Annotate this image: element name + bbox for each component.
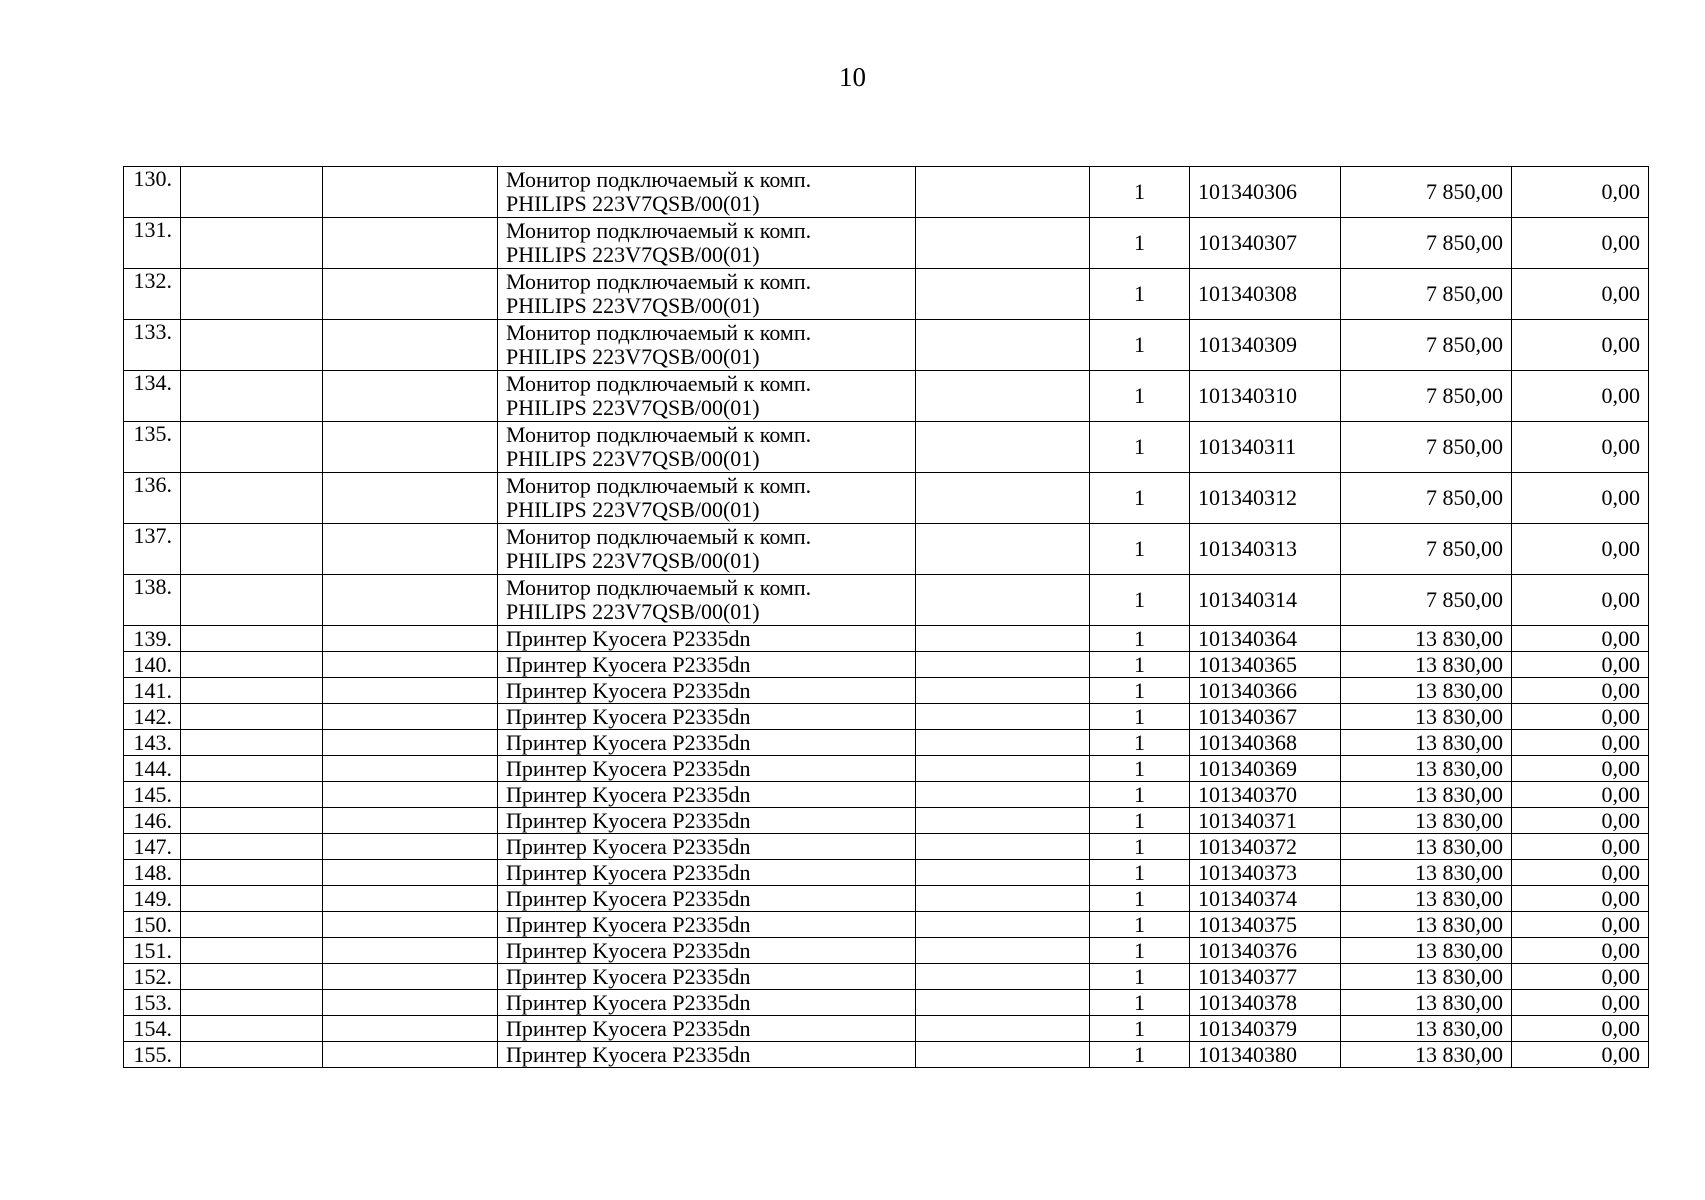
empty-cell xyxy=(916,730,1090,756)
table-body xyxy=(124,167,1649,1068)
empty-cell xyxy=(916,860,1090,886)
inventory-number-cell: 101340373 xyxy=(1190,860,1341,886)
empty-cell xyxy=(323,704,498,730)
item-name-line1: Принтер Kyocera P2335dn xyxy=(506,886,751,911)
row-number-cell: 134. xyxy=(124,371,181,422)
empty-cell xyxy=(323,912,498,938)
empty-cell xyxy=(323,473,498,524)
empty-cell xyxy=(181,473,323,524)
residual-value-cell: 0,00 xyxy=(1512,860,1649,886)
row-number-cell: 147. xyxy=(124,834,181,860)
residual-value-cell: 0,00 xyxy=(1512,782,1649,808)
item-name-line1: Принтер Kyocera P2335dn xyxy=(506,626,751,651)
price-cell: 13 830,00 xyxy=(1341,886,1512,912)
table-row xyxy=(124,626,1649,652)
residual-value-cell: 0,00 xyxy=(1512,626,1649,652)
empty-cell xyxy=(181,652,323,678)
table-row xyxy=(124,652,1649,678)
empty-cell xyxy=(323,269,498,320)
row-number-cell: 152. xyxy=(124,964,181,990)
empty-cell xyxy=(323,730,498,756)
empty-cell xyxy=(181,218,323,269)
price-cell: 13 830,00 xyxy=(1341,912,1512,938)
item-name-cell xyxy=(498,782,916,808)
residual-value-cell: 0,00 xyxy=(1512,422,1649,473)
empty-cell xyxy=(181,575,323,626)
quantity-cell: 1 xyxy=(1090,320,1190,371)
table-row xyxy=(124,575,1649,626)
residual-value-cell: 0,00 xyxy=(1512,704,1649,730)
price-cell: 7 850,00 xyxy=(1341,167,1512,218)
empty-cell xyxy=(323,167,498,218)
item-name-line1: Принтер Kyocera P2335dn xyxy=(506,938,751,963)
quantity-cell: 1 xyxy=(1090,990,1190,1016)
row-number-cell: 130. xyxy=(124,167,181,218)
item-name-line2: PHILIPS 223V7QSB/00(01) xyxy=(506,395,760,420)
item-name-cell xyxy=(498,1042,916,1068)
residual-value-cell: 0,00 xyxy=(1512,473,1649,524)
empty-cell xyxy=(916,886,1090,912)
inventory-number-cell: 101340312 xyxy=(1190,473,1341,524)
price-cell: 13 830,00 xyxy=(1341,860,1512,886)
item-name-line2: PHILIPS 223V7QSB/00(01) xyxy=(506,344,760,369)
empty-cell xyxy=(916,938,1090,964)
price-cell: 7 850,00 xyxy=(1341,218,1512,269)
residual-value-cell: 0,00 xyxy=(1512,912,1649,938)
empty-cell xyxy=(181,1016,323,1042)
row-number-cell: 140. xyxy=(124,652,181,678)
item-name-line1: Принтер Kyocera P2335dn xyxy=(506,782,751,807)
price-cell: 13 830,00 xyxy=(1341,834,1512,860)
empty-cell xyxy=(181,626,323,652)
price-cell: 13 830,00 xyxy=(1341,756,1512,782)
table-row xyxy=(124,990,1649,1016)
table-row xyxy=(124,964,1649,990)
residual-value-cell: 0,00 xyxy=(1512,886,1649,912)
item-name-cell xyxy=(498,704,916,730)
row-number-cell: 148. xyxy=(124,860,181,886)
quantity-cell: 1 xyxy=(1090,473,1190,524)
residual-value-cell: 0,00 xyxy=(1512,808,1649,834)
empty-cell xyxy=(916,756,1090,782)
residual-value-cell: 0,00 xyxy=(1512,218,1649,269)
empty-cell xyxy=(323,1042,498,1068)
quantity-cell: 1 xyxy=(1090,964,1190,990)
empty-cell xyxy=(181,1042,323,1068)
residual-value-cell: 0,00 xyxy=(1512,652,1649,678)
inventory-number-cell: 101340309 xyxy=(1190,320,1341,371)
empty-cell xyxy=(916,678,1090,704)
empty-cell xyxy=(916,167,1090,218)
empty-cell xyxy=(181,912,323,938)
inventory-number-cell: 101340372 xyxy=(1190,834,1341,860)
price-cell: 13 830,00 xyxy=(1341,626,1512,652)
item-name-line1: Принтер Kyocera P2335dn xyxy=(506,730,751,755)
item-name-line1: Монитор подключаемый к комп. xyxy=(506,575,812,600)
quantity-cell: 1 xyxy=(1090,938,1190,964)
item-name-line1: Принтер Kyocera P2335dn xyxy=(506,652,751,677)
residual-value-cell: 0,00 xyxy=(1512,990,1649,1016)
row-number-cell: 143. xyxy=(124,730,181,756)
row-number-cell: 136. xyxy=(124,473,181,524)
row-number-cell: 149. xyxy=(124,886,181,912)
quantity-cell: 1 xyxy=(1090,704,1190,730)
price-cell: 13 830,00 xyxy=(1341,704,1512,730)
item-name-line2: PHILIPS 223V7QSB/00(01) xyxy=(506,497,760,522)
item-name-line1: Монитор подключаемый к комп. xyxy=(506,422,812,447)
empty-cell xyxy=(916,782,1090,808)
page-number: 10 xyxy=(839,62,866,92)
table-row xyxy=(124,269,1649,320)
row-number-cell: 138. xyxy=(124,575,181,626)
table-row xyxy=(124,886,1649,912)
quantity-cell: 1 xyxy=(1090,808,1190,834)
item-name-cell xyxy=(498,269,916,320)
item-name-line2: PHILIPS 223V7QSB/00(01) xyxy=(506,548,760,573)
price-cell: 13 830,00 xyxy=(1341,1016,1512,1042)
inventory-number-cell: 101340313 xyxy=(1190,524,1341,575)
quantity-cell: 1 xyxy=(1090,371,1190,422)
inventory-number-cell: 101340369 xyxy=(1190,756,1341,782)
residual-value-cell: 0,00 xyxy=(1512,1042,1649,1068)
price-cell: 7 850,00 xyxy=(1341,371,1512,422)
empty-cell xyxy=(323,524,498,575)
quantity-cell: 1 xyxy=(1090,756,1190,782)
row-number-cell: 133. xyxy=(124,320,181,371)
price-cell: 13 830,00 xyxy=(1341,1042,1512,1068)
inventory-table xyxy=(123,166,1649,1068)
empty-cell xyxy=(916,575,1090,626)
empty-cell xyxy=(916,218,1090,269)
empty-cell xyxy=(916,269,1090,320)
inventory-number-cell: 101340368 xyxy=(1190,730,1341,756)
empty-cell xyxy=(323,860,498,886)
empty-cell xyxy=(916,652,1090,678)
item-name-cell xyxy=(498,964,916,990)
row-number-cell: 132. xyxy=(124,269,181,320)
inventory-number-cell: 101340377 xyxy=(1190,964,1341,990)
empty-cell xyxy=(323,218,498,269)
price-cell: 13 830,00 xyxy=(1341,782,1512,808)
quantity-cell: 1 xyxy=(1090,524,1190,575)
table-row xyxy=(124,808,1649,834)
quantity-cell: 1 xyxy=(1090,730,1190,756)
table-row xyxy=(124,834,1649,860)
item-name-line1: Принтер Kyocera P2335dn xyxy=(506,834,751,859)
table-row xyxy=(124,860,1649,886)
inventory-number-cell: 101340314 xyxy=(1190,575,1341,626)
residual-value-cell: 0,00 xyxy=(1512,371,1649,422)
item-name-cell xyxy=(498,990,916,1016)
quantity-cell: 1 xyxy=(1090,1042,1190,1068)
item-name-line2: PHILIPS 223V7QSB/00(01) xyxy=(506,599,760,624)
item-name-line1: Принтер Kyocera P2335dn xyxy=(506,860,751,885)
item-name-line1: Монитор подключаемый к комп. xyxy=(506,320,812,345)
row-number-cell: 151. xyxy=(124,938,181,964)
item-name-cell xyxy=(498,652,916,678)
empty-cell xyxy=(323,756,498,782)
item-name-cell xyxy=(498,756,916,782)
empty-cell xyxy=(323,422,498,473)
inventory-number-cell: 101340367 xyxy=(1190,704,1341,730)
item-name-cell xyxy=(498,320,916,371)
price-cell: 13 830,00 xyxy=(1341,730,1512,756)
item-name-cell xyxy=(498,371,916,422)
price-cell: 7 850,00 xyxy=(1341,320,1512,371)
item-name-line2: PHILIPS 223V7QSB/00(01) xyxy=(506,293,760,318)
empty-cell xyxy=(916,1016,1090,1042)
item-name-cell xyxy=(498,730,916,756)
empty-cell xyxy=(916,912,1090,938)
empty-cell xyxy=(323,371,498,422)
table-row xyxy=(124,704,1649,730)
row-number-cell: 154. xyxy=(124,1016,181,1042)
empty-cell xyxy=(181,730,323,756)
residual-value-cell: 0,00 xyxy=(1512,756,1649,782)
inventory-number-cell: 101340308 xyxy=(1190,269,1341,320)
item-name-line2: PHILIPS 223V7QSB/00(01) xyxy=(506,191,760,216)
empty-cell xyxy=(181,524,323,575)
empty-cell xyxy=(181,269,323,320)
empty-cell xyxy=(916,626,1090,652)
residual-value-cell: 0,00 xyxy=(1512,938,1649,964)
row-number-cell: 137. xyxy=(124,524,181,575)
inventory-number-cell: 101340307 xyxy=(1190,218,1341,269)
item-name-cell xyxy=(498,678,916,704)
empty-cell xyxy=(323,320,498,371)
price-cell: 7 850,00 xyxy=(1341,575,1512,626)
empty-cell xyxy=(323,990,498,1016)
quantity-cell: 1 xyxy=(1090,678,1190,704)
empty-cell xyxy=(181,938,323,964)
quantity-cell: 1 xyxy=(1090,1016,1190,1042)
price-cell: 7 850,00 xyxy=(1341,524,1512,575)
empty-cell xyxy=(916,524,1090,575)
empty-cell xyxy=(181,860,323,886)
empty-cell xyxy=(323,626,498,652)
price-cell: 13 830,00 xyxy=(1341,808,1512,834)
inventory-number-cell: 101340374 xyxy=(1190,886,1341,912)
empty-cell xyxy=(916,834,1090,860)
item-name-cell xyxy=(498,938,916,964)
table-row xyxy=(124,167,1649,218)
item-name-line1: Принтер Kyocera P2335dn xyxy=(506,704,751,729)
empty-cell xyxy=(181,167,323,218)
residual-value-cell: 0,00 xyxy=(1512,678,1649,704)
residual-value-cell: 0,00 xyxy=(1512,730,1649,756)
empty-cell xyxy=(181,756,323,782)
item-name-cell xyxy=(498,524,916,575)
item-name-cell xyxy=(498,886,916,912)
row-number-cell: 155. xyxy=(124,1042,181,1068)
empty-cell xyxy=(181,990,323,1016)
empty-cell xyxy=(916,371,1090,422)
table-row xyxy=(124,938,1649,964)
item-name-line1: Принтер Kyocera P2335dn xyxy=(506,964,751,989)
quantity-cell: 1 xyxy=(1090,834,1190,860)
table-row xyxy=(124,422,1649,473)
empty-cell xyxy=(323,782,498,808)
empty-cell xyxy=(181,422,323,473)
inventory-number-cell: 101340379 xyxy=(1190,1016,1341,1042)
inventory-number-cell: 101340376 xyxy=(1190,938,1341,964)
price-cell: 7 850,00 xyxy=(1341,473,1512,524)
empty-cell xyxy=(323,678,498,704)
quantity-cell: 1 xyxy=(1090,269,1190,320)
table-row xyxy=(124,756,1649,782)
item-name-line1: Принтер Kyocera P2335dn xyxy=(506,990,751,1015)
table-row xyxy=(124,371,1649,422)
inventory-number-cell: 101340380 xyxy=(1190,1042,1341,1068)
item-name-line1: Принтер Kyocera P2335dn xyxy=(506,808,751,833)
empty-cell xyxy=(916,808,1090,834)
item-name-line1: Монитор подключаемый к комп. xyxy=(506,269,812,294)
table-row xyxy=(124,782,1649,808)
item-name-cell xyxy=(498,626,916,652)
residual-value-cell: 0,00 xyxy=(1512,834,1649,860)
item-name-line1: Монитор подключаемый к комп. xyxy=(506,371,812,396)
empty-cell xyxy=(181,320,323,371)
empty-cell xyxy=(181,704,323,730)
empty-cell xyxy=(323,938,498,964)
item-name-line2: PHILIPS 223V7QSB/00(01) xyxy=(506,446,760,471)
quantity-cell: 1 xyxy=(1090,886,1190,912)
inventory-number-cell: 101340371 xyxy=(1190,808,1341,834)
empty-cell xyxy=(181,371,323,422)
item-name-line1: Монитор подключаемый к комп. xyxy=(506,167,812,192)
price-cell: 13 830,00 xyxy=(1341,938,1512,964)
quantity-cell: 1 xyxy=(1090,422,1190,473)
row-number-cell: 145. xyxy=(124,782,181,808)
row-number-cell: 131. xyxy=(124,218,181,269)
inventory-number-cell: 101340310 xyxy=(1190,371,1341,422)
item-name-line1: Принтер Kyocera P2335dn xyxy=(506,1042,751,1067)
quantity-cell: 1 xyxy=(1090,912,1190,938)
item-name-line1: Монитор подключаемый к комп. xyxy=(506,473,812,498)
inventory-number-cell: 101340306 xyxy=(1190,167,1341,218)
empty-cell xyxy=(916,990,1090,1016)
inventory-number-cell: 101340378 xyxy=(1190,990,1341,1016)
quantity-cell: 1 xyxy=(1090,218,1190,269)
empty-cell xyxy=(181,834,323,860)
item-name-cell xyxy=(498,218,916,269)
empty-cell xyxy=(181,808,323,834)
empty-cell xyxy=(181,886,323,912)
item-name-line1: Принтер Kyocera P2335dn xyxy=(506,756,751,781)
item-name-cell xyxy=(498,473,916,524)
empty-cell xyxy=(323,834,498,860)
item-name-cell xyxy=(498,912,916,938)
inventory-number-cell: 101340364 xyxy=(1190,626,1341,652)
empty-cell xyxy=(323,964,498,990)
item-name-cell xyxy=(498,575,916,626)
empty-cell xyxy=(916,1042,1090,1068)
price-cell: 7 850,00 xyxy=(1341,269,1512,320)
empty-cell xyxy=(323,652,498,678)
table-row xyxy=(124,524,1649,575)
residual-value-cell: 0,00 xyxy=(1512,1016,1649,1042)
table-row xyxy=(124,1042,1649,1068)
empty-cell xyxy=(323,575,498,626)
residual-value-cell: 0,00 xyxy=(1512,575,1649,626)
item-name-cell xyxy=(498,834,916,860)
residual-value-cell: 0,00 xyxy=(1512,524,1649,575)
residual-value-cell: 0,00 xyxy=(1512,167,1649,218)
price-cell: 13 830,00 xyxy=(1341,678,1512,704)
empty-cell xyxy=(323,1016,498,1042)
row-number-cell: 142. xyxy=(124,704,181,730)
inventory-number-cell: 101340370 xyxy=(1190,782,1341,808)
empty-cell xyxy=(916,964,1090,990)
empty-cell xyxy=(916,704,1090,730)
row-number-cell: 153. xyxy=(124,990,181,1016)
item-name-line1: Принтер Kyocera P2335dn xyxy=(506,912,751,937)
empty-cell xyxy=(181,782,323,808)
quantity-cell: 1 xyxy=(1090,860,1190,886)
table-row xyxy=(124,730,1649,756)
quantity-cell: 1 xyxy=(1090,782,1190,808)
row-number-cell: 150. xyxy=(124,912,181,938)
empty-cell xyxy=(916,320,1090,371)
empty-cell xyxy=(181,964,323,990)
inventory-number-cell: 101340375 xyxy=(1190,912,1341,938)
item-name-cell xyxy=(498,860,916,886)
item-name-line1: Принтер Kyocera P2335dn xyxy=(506,678,751,703)
inventory-number-cell: 101340311 xyxy=(1190,422,1341,473)
item-name-cell xyxy=(498,808,916,834)
item-name-line2: PHILIPS 223V7QSB/00(01) xyxy=(506,242,760,267)
table-row xyxy=(124,678,1649,704)
item-name-line1: Принтер Kyocera P2335dn xyxy=(506,1016,751,1041)
row-number-cell: 135. xyxy=(124,422,181,473)
quantity-cell: 1 xyxy=(1090,652,1190,678)
residual-value-cell: 0,00 xyxy=(1512,964,1649,990)
item-name-cell xyxy=(498,167,916,218)
quantity-cell: 1 xyxy=(1090,167,1190,218)
table-row xyxy=(124,218,1649,269)
item-name-cell xyxy=(498,1016,916,1042)
row-number-cell: 139. xyxy=(124,626,181,652)
empty-cell xyxy=(323,886,498,912)
table-row xyxy=(124,1016,1649,1042)
inventory-number-cell: 101340365 xyxy=(1190,652,1341,678)
empty-cell xyxy=(916,473,1090,524)
item-name-line1: Монитор подключаемый к комп. xyxy=(506,524,812,549)
price-cell: 7 850,00 xyxy=(1341,422,1512,473)
table-row xyxy=(124,912,1649,938)
price-cell: 13 830,00 xyxy=(1341,990,1512,1016)
quantity-cell: 1 xyxy=(1090,575,1190,626)
quantity-cell: 1 xyxy=(1090,626,1190,652)
table-row xyxy=(124,473,1649,524)
empty-cell xyxy=(323,808,498,834)
price-cell: 13 830,00 xyxy=(1341,652,1512,678)
empty-cell xyxy=(181,678,323,704)
item-name-cell xyxy=(498,422,916,473)
row-number-cell: 144. xyxy=(124,756,181,782)
price-cell: 13 830,00 xyxy=(1341,964,1512,990)
row-number-cell: 146. xyxy=(124,808,181,834)
row-number-cell: 141. xyxy=(124,678,181,704)
empty-cell xyxy=(916,422,1090,473)
residual-value-cell: 0,00 xyxy=(1512,320,1649,371)
residual-value-cell: 0,00 xyxy=(1512,269,1649,320)
item-name-line1: Монитор подключаемый к комп. xyxy=(506,218,812,243)
inventory-number-cell: 101340366 xyxy=(1190,678,1341,704)
table-row xyxy=(124,320,1649,371)
